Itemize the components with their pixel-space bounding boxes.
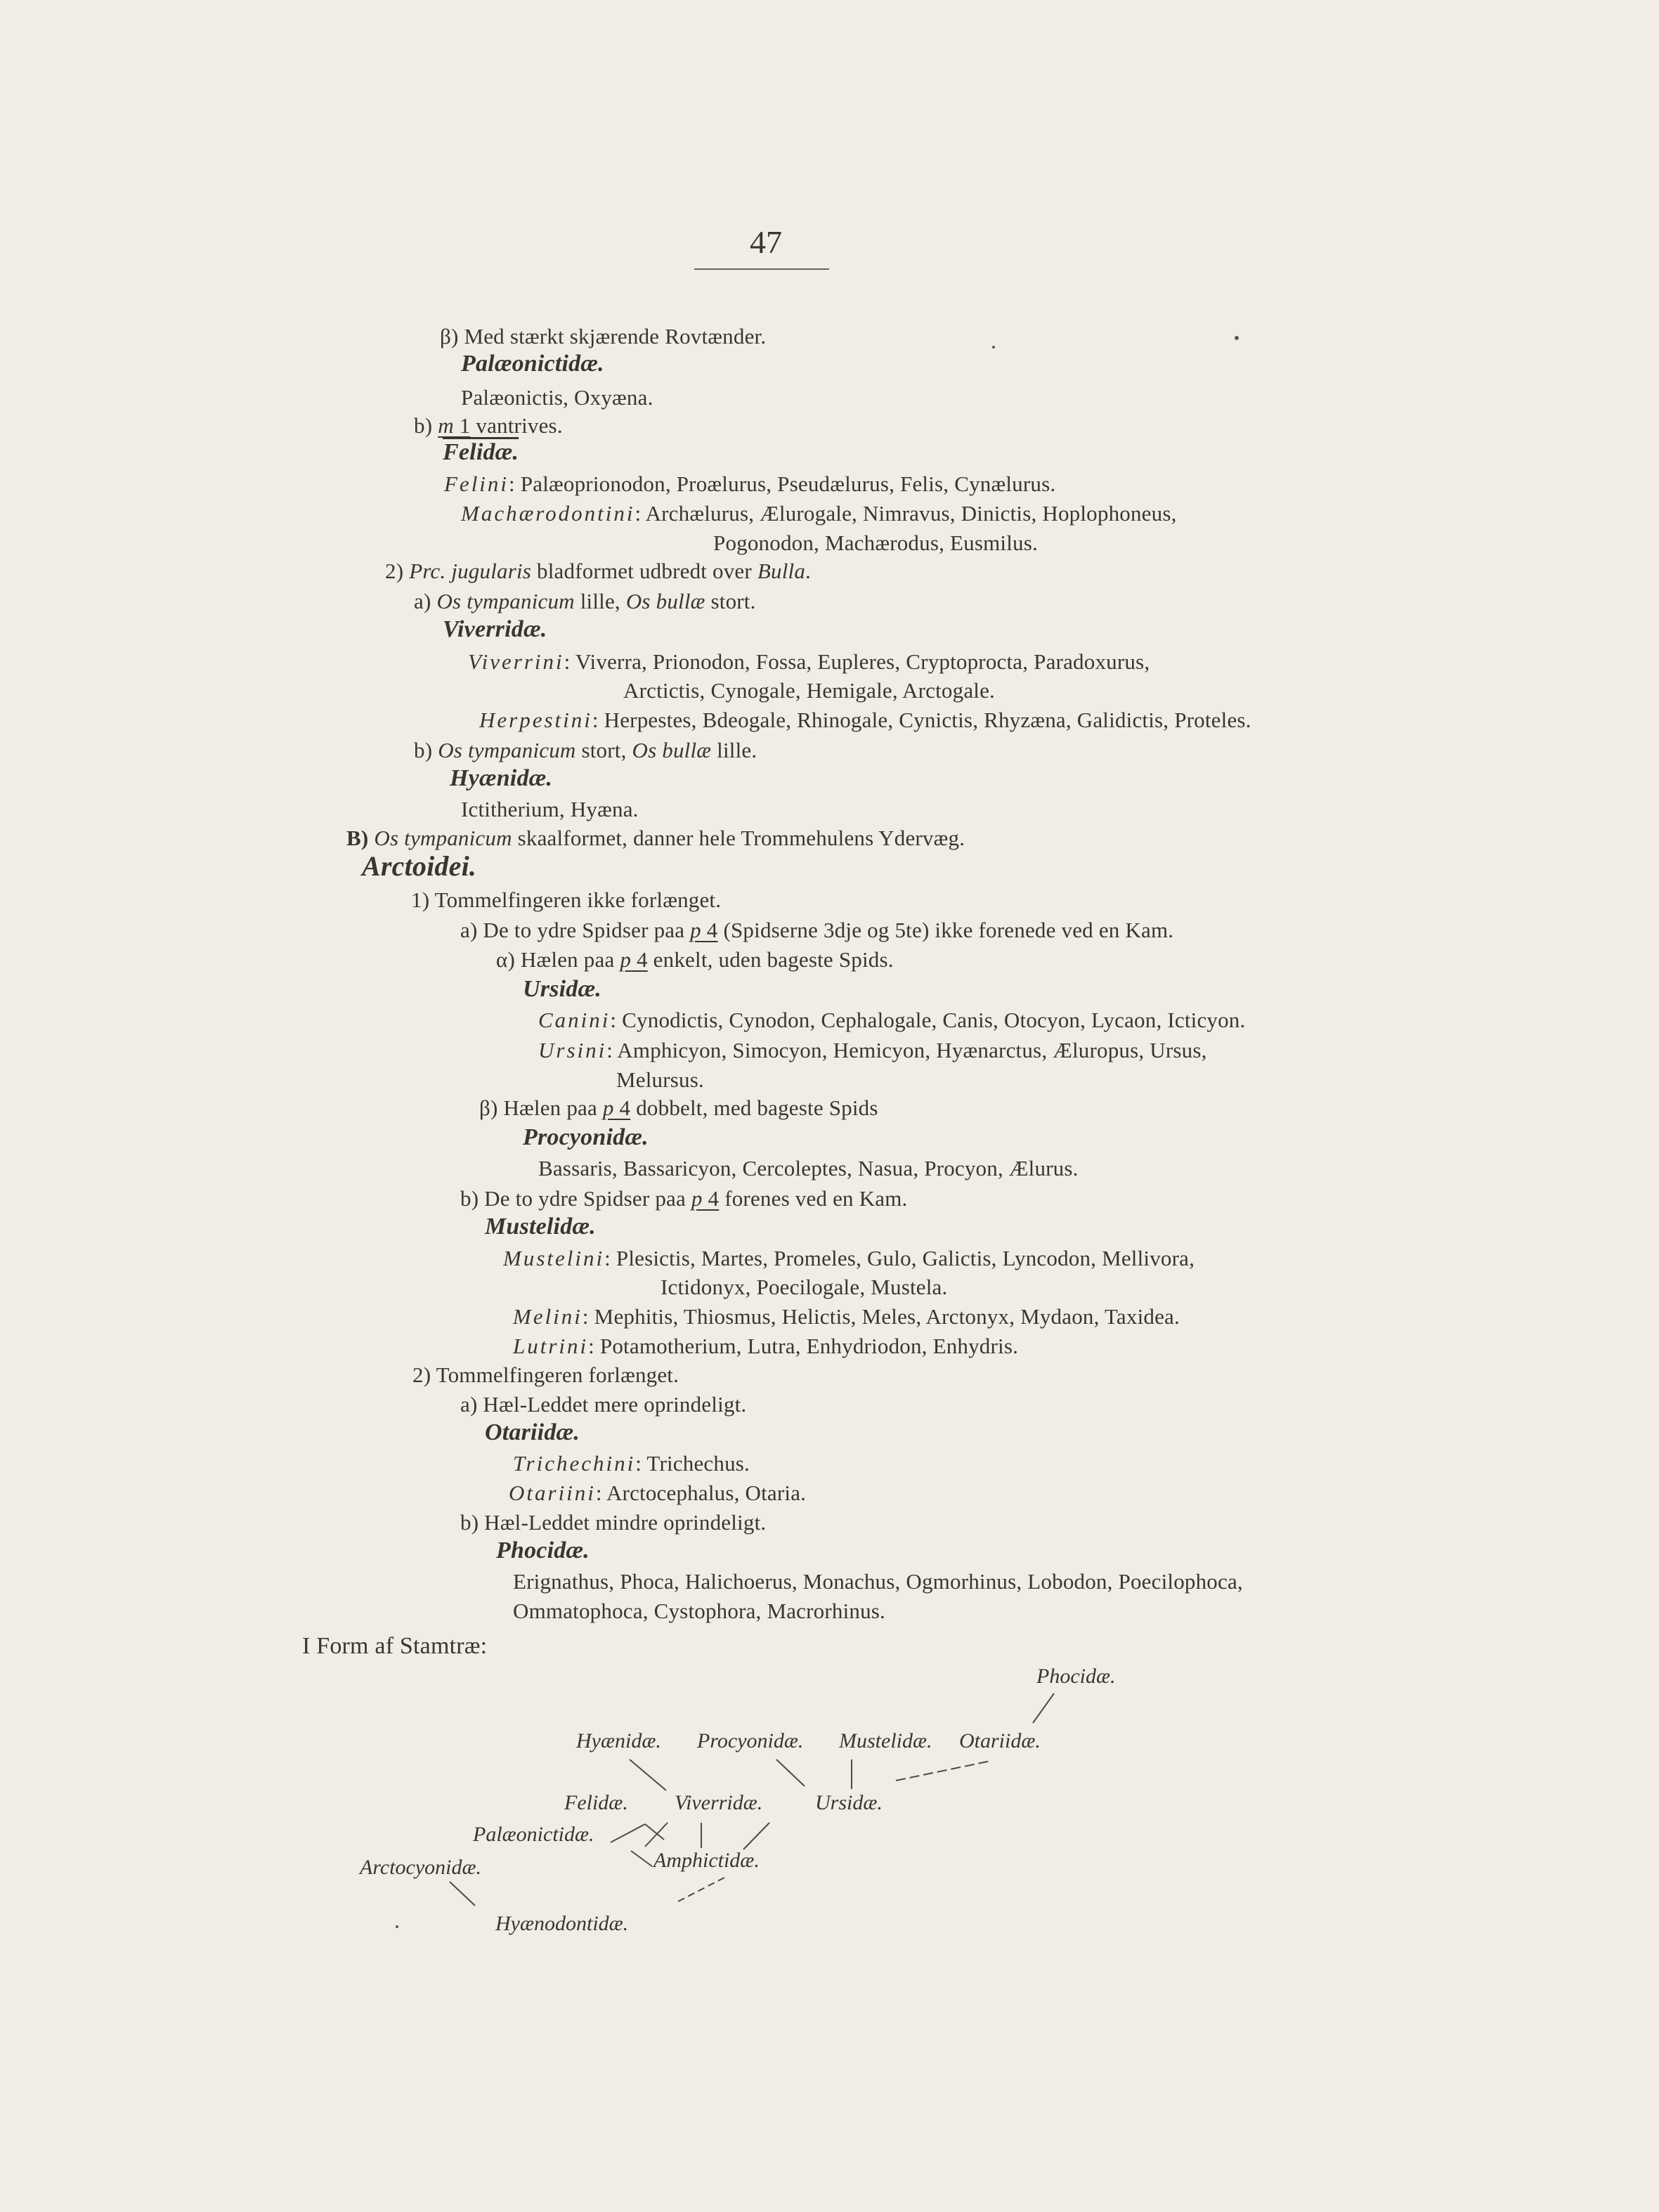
- text: stort,: [575, 738, 632, 762]
- connector: [450, 1882, 475, 1906]
- anatomical-term: Os tympanicum: [438, 738, 576, 762]
- genus-list: Bassaris, Bassaricyon, Cercoleptes, Nasua, Procyon, Ælurus.: [538, 1156, 1079, 1180]
- text: a): [414, 589, 437, 613]
- anatomical-term: Bulla: [757, 559, 806, 583]
- genus-list: : Trichechus.: [635, 1451, 750, 1476]
- genus-list: Ommatophoca, Cystophora, Macrorhinus.: [513, 1599, 885, 1623]
- connector: [896, 1761, 991, 1781]
- tooth-number: 1: [453, 413, 471, 438]
- text: b): [414, 413, 438, 438]
- text: 2) Tommelfingeren forlænget.: [412, 1362, 679, 1387]
- family-name: Viverridæ.: [443, 616, 547, 642]
- genus-list: Melursus.: [616, 1067, 704, 1092]
- tribe-name: Otariini: [509, 1481, 596, 1505]
- family-name: Ursidæ.: [523, 976, 601, 1002]
- genus-list: Erignathus, Phoca, Halichoerus, Monachus, Ogmorhinus, Lobodon, Poecilophoca,: [513, 1569, 1243, 1594]
- text: .: [805, 559, 811, 583]
- text: a) De to ydre Spidser paa: [460, 918, 691, 942]
- tree-node-amphictidae: Amphictidæ.: [653, 1849, 760, 1872]
- family-name: Mustelidæ.: [485, 1214, 596, 1240]
- anatomical-term: Os tympanicum: [436, 589, 575, 613]
- text: stort.: [705, 589, 756, 613]
- tree-node-phocidae: Phocidæ.: [1036, 1665, 1116, 1688]
- connector: [1033, 1693, 1054, 1723]
- family-name: Phocidæ.: [496, 1537, 590, 1563]
- tooth-number: 4: [702, 1186, 720, 1211]
- tooth-number: 4: [631, 947, 648, 972]
- group-name: Arctoidei.: [362, 850, 477, 882]
- text: 1) Tommelfingeren ikke forlænget.: [411, 887, 722, 912]
- tree-node-ursidae: Ursidæ.: [815, 1791, 883, 1814]
- tree-node-hyaenodontidae: Hyænodontidæ.: [495, 1912, 629, 1935]
- section-marker: B): [346, 826, 375, 850]
- text: β) Med stærkt skjærende Rovtænder.: [440, 324, 767, 349]
- tribe-name: Felini: [444, 471, 509, 496]
- tree-node-arctocyonidae: Arctocyonidæ.: [360, 1856, 482, 1879]
- tree-node-mustelidae: Mustelidæ.: [839, 1729, 932, 1752]
- text: dobbelt, med bageste Spids: [630, 1095, 878, 1120]
- genus-list: Arctictis, Cynogale, Hemigale, Arctogale.: [623, 678, 996, 703]
- tribe-name: Mustelini: [503, 1246, 605, 1270]
- anatomical-term: Os bullæ: [625, 589, 705, 613]
- connector: [631, 1851, 652, 1866]
- tree-node-otariidae: Otariidæ.: [959, 1729, 1041, 1752]
- genus-list: : Archælurus, Ælurogale, Nimravus, Dinictis, Hoplophoneus,: [635, 501, 1177, 526]
- tribe-name: Machærodontini: [461, 501, 635, 526]
- text: I Form af Stamtræ:: [302, 1633, 488, 1659]
- text: bladformet udbredt over: [531, 559, 757, 583]
- text: β) Hælen paa: [479, 1095, 603, 1120]
- genus-list: : Herpestes, Bdeogale, Rhinogale, Cynictis, Rhyzæna, Galidictis, Proteles.: [592, 708, 1251, 732]
- tribe-name: Herpestini: [479, 708, 592, 732]
- tribe-name: Lutrini: [513, 1334, 589, 1358]
- tribe-name: Melini: [513, 1304, 583, 1329]
- text: 2): [385, 559, 410, 583]
- text: b): [414, 738, 438, 762]
- family-name: Hyænidæ.: [450, 765, 553, 791]
- text: b) De to ydre Spidser paa: [460, 1186, 691, 1211]
- tooth-p: p: [690, 918, 701, 942]
- tree-node-hyaenidae: Hyænidæ.: [576, 1729, 661, 1752]
- page-number: 47: [750, 224, 782, 260]
- text: skaalformet, danner hele Trommehulens Ydervæg.: [512, 826, 965, 850]
- genus-list: : Arctocephalus, Otaria.: [595, 1481, 807, 1505]
- text: vantrives.: [470, 413, 563, 438]
- tribe-name: Trichechini: [513, 1451, 636, 1476]
- tooth-number: 4: [613, 1095, 631, 1120]
- genus-list: : Amphicyon, Simocyon, Hemicyon, Hyænarctus, Æluropus, Ursus,: [606, 1038, 1207, 1062]
- tooth-p: p: [691, 1186, 703, 1211]
- tooth-p: p: [602, 1095, 614, 1120]
- tree-node-viverridae: Viverridæ.: [675, 1791, 763, 1814]
- family-name: Otariidæ.: [485, 1419, 580, 1445]
- tree-node-felidae: Felidæ.: [564, 1791, 628, 1814]
- text: enkelt, uden bageste Spids.: [647, 947, 894, 972]
- genus-list: Ictidonyx, Poecilogale, Mustela.: [661, 1275, 948, 1299]
- connector: [776, 1759, 805, 1786]
- tooth-number: 4: [701, 918, 718, 942]
- genus-list: Pogonodon, Machærodus, Eusmilus.: [713, 531, 1038, 555]
- tribe-name: Viverrini: [468, 649, 564, 674]
- text: a) Hæl-Leddet mere oprindeligt.: [460, 1392, 747, 1417]
- speck: [396, 1925, 398, 1928]
- connector: [743, 1823, 769, 1849]
- connector: [611, 1824, 645, 1842]
- text: lille,: [574, 589, 626, 613]
- tribe-name: Ursini: [538, 1038, 607, 1062]
- family-name: Procyonidæ.: [523, 1124, 649, 1150]
- anatomical-term: Os bullæ: [632, 738, 712, 762]
- family-name: Felidæ.: [443, 439, 519, 465]
- text: α) Hælen paa: [496, 947, 620, 972]
- genus-list: : Mephitis, Thiosmus, Helictis, Meles, Arctonyx, Mydaon, Taxidea.: [582, 1304, 1180, 1329]
- text: b) Hæl-Leddet mindre oprindeligt.: [460, 1510, 767, 1535]
- tree-node-palaeonictidae: Palæonictidæ.: [473, 1823, 594, 1846]
- tribe-name: Canini: [538, 1008, 611, 1032]
- text: lille.: [711, 738, 757, 762]
- tooth-m: m: [438, 413, 454, 438]
- anatomical-term: Prc. jugularis: [409, 559, 532, 583]
- genus-list: : Plesictis, Martes, Promeles, Gulo, Galictis, Lyncodon, Mellivora,: [604, 1246, 1195, 1270]
- genus-list: : Palæoprionodon, Proælurus, Pseudælurus, Felis, Cynælurus.: [509, 471, 1056, 496]
- connector: [630, 1759, 666, 1790]
- tree-node-procyonidae: Procyonidæ.: [697, 1729, 804, 1752]
- connector: [678, 1876, 727, 1901]
- family-name: Palæonictidæ.: [461, 351, 604, 377]
- text: (Spidserne 3dje og 5te) ikke forenede ved en Kam.: [717, 918, 1174, 942]
- genus-list: Palæonictis, Oxyæna.: [461, 385, 653, 410]
- tooth-p: p: [620, 947, 632, 972]
- text: forenes ved en Kam.: [719, 1186, 908, 1211]
- genus-list: : Cynodictis, Cynodon, Cephalogale, Canis, Otocyon, Lycaon, Icticyon.: [610, 1008, 1246, 1032]
- genus-list: : Viverra, Prionodon, Fossa, Eupleres, Cryptoprocta, Paradoxurus,: [564, 649, 1150, 674]
- anatomical-term: Os tympanicum: [374, 826, 512, 850]
- genus-list: : Potamotherium, Lutra, Enhydriodon, Enhydris.: [588, 1334, 1019, 1358]
- genus-list: Ictitherium, Hyæna.: [461, 797, 639, 821]
